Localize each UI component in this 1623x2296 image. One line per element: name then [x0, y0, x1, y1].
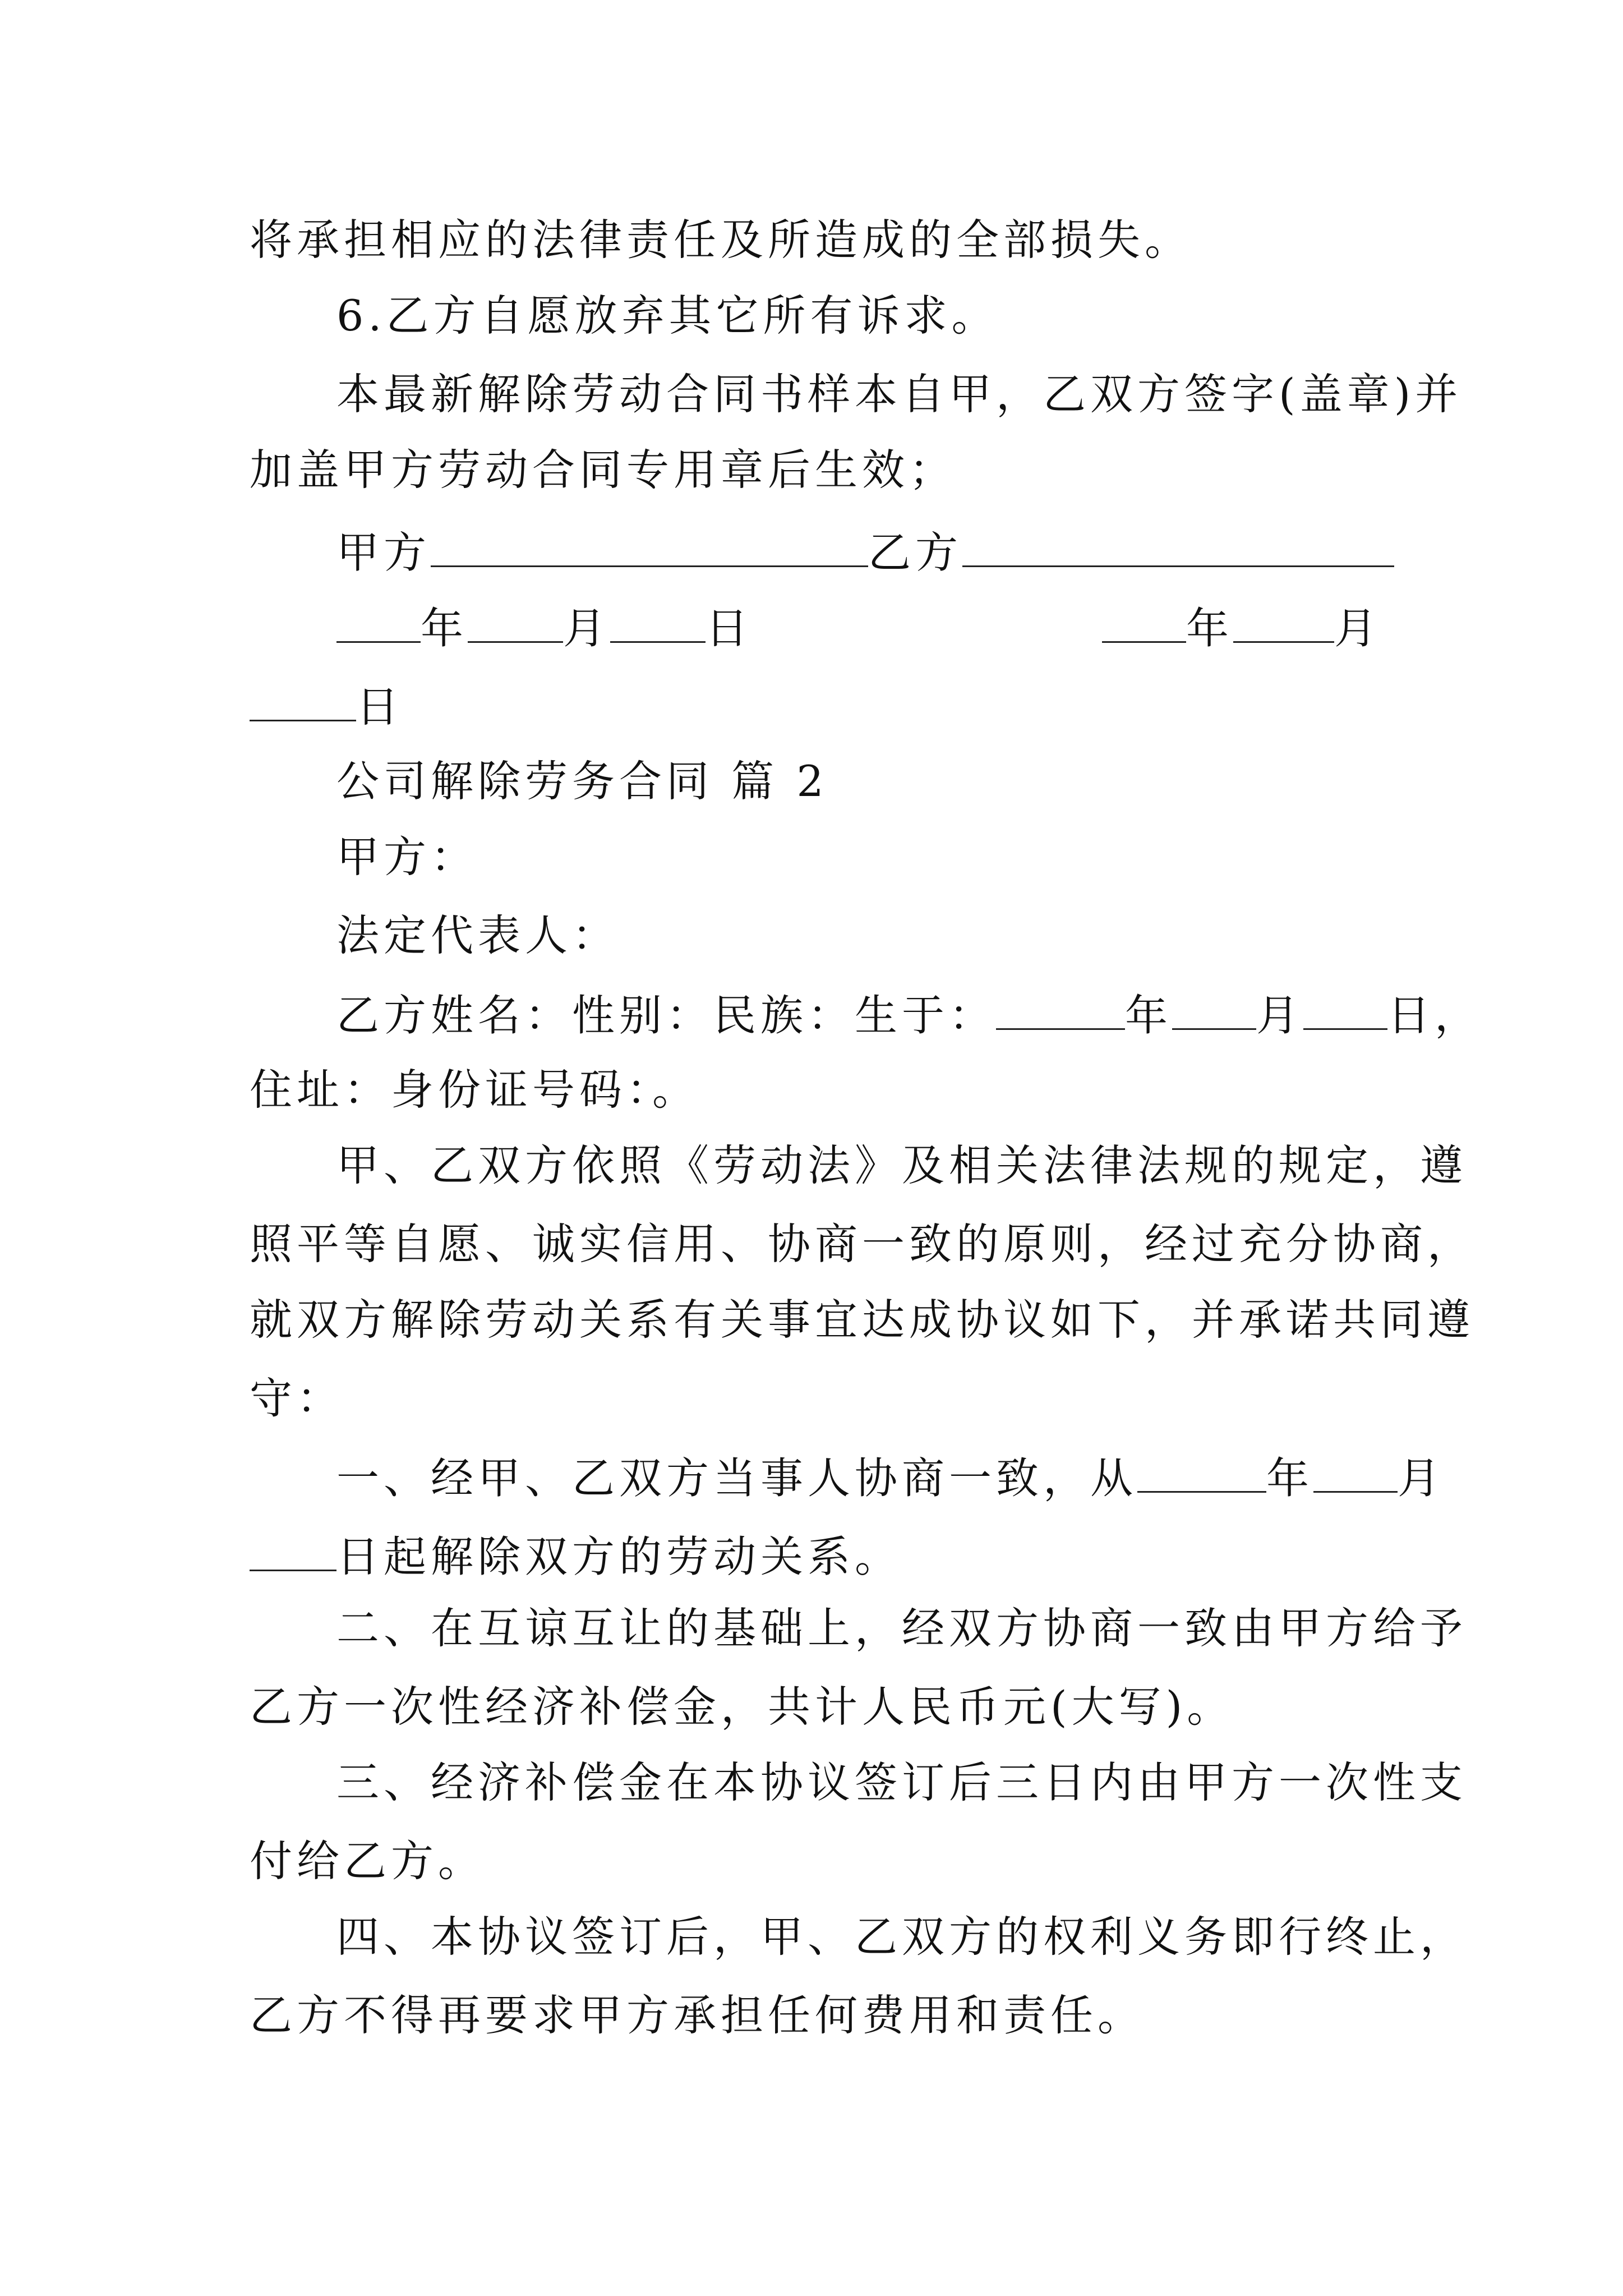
date-blank — [1102, 603, 1186, 643]
date-blank — [610, 603, 706, 643]
month-label: 月 — [1398, 1453, 1445, 1503]
text-line: 甲、乙双方依照《劳动法》及相关法律法规的规定，遵 — [336, 1140, 1467, 1190]
text-line — [336, 1453, 1445, 1503]
text-line: 本最新解除劳动合同书样本自甲，乙双方签字(盖章)并 — [336, 369, 1463, 419]
year-label: 年 — [1186, 603, 1233, 654]
year-label: 年 — [1266, 1453, 1313, 1503]
party-b-info: 乙方姓名：性别：民族：生于： — [336, 990, 996, 1041]
text-line: 乙方不得再要求甲方承担任何费用和责任。 — [250, 1990, 1145, 2040]
text-line: 法定代表人： — [336, 910, 619, 960]
text-line: 四、本协议签订后，甲、乙双方的权利义务即行终止， — [336, 1912, 1467, 1962]
text-line: 乙方一次性经济补偿金，共计人民币元(大写)。 — [250, 1682, 1234, 1732]
date-blank — [1313, 1453, 1398, 1493]
clause-text: 一、经甲、乙双方当事人协商一致，从 — [336, 1453, 1137, 1503]
signature-line — [336, 527, 1394, 578]
day-label: 日 — [356, 682, 403, 732]
signature-blank — [962, 527, 1394, 567]
month-label: 月 — [563, 603, 610, 654]
text-line: 三、经济补偿金在本协议签订后三日内由甲方一次性支 — [336, 1757, 1467, 1807]
text-line: 付给乙方。 — [250, 1836, 485, 1886]
year-label: 年 — [421, 603, 468, 654]
text-line: 加盖甲方劳动合同专用章后生效； — [250, 445, 956, 495]
date-blank — [1233, 603, 1334, 643]
date-blank — [336, 603, 421, 643]
text-line: 二、在互谅互让的基础上，经双方协商一致由甲方给予 — [336, 1603, 1467, 1653]
month-label: 月 — [1256, 990, 1303, 1041]
section-title: 公司解除劳务合同 篇 2 — [336, 756, 828, 806]
date-blank — [468, 603, 563, 643]
date-blank — [1172, 990, 1256, 1030]
date-blank — [996, 990, 1125, 1030]
clause-text: 日起解除双方的劳动关系。 — [336, 1531, 902, 1582]
date-blank — [1137, 1453, 1266, 1493]
date-line — [250, 682, 403, 732]
month-label: 月 — [1334, 603, 1381, 654]
text-line: 将承担相应的法律责任及所造成的全部损失。 — [250, 215, 1192, 265]
text-line: 甲方： — [336, 832, 478, 882]
text-line: 照平等自愿、诚实信用、协商一致的原则，经过充分协商， — [250, 1219, 1474, 1269]
date-line — [336, 603, 753, 654]
date-blank — [250, 682, 356, 721]
party-a-label: 甲方 — [336, 527, 431, 578]
party-b-label: 乙方 — [868, 527, 962, 578]
text-line: 住址：身份证号码：。 — [250, 1065, 699, 1115]
day-label: 日 — [706, 603, 753, 654]
date-blank — [250, 1531, 336, 1571]
date-blank — [1303, 990, 1387, 1030]
date-line — [1102, 603, 1381, 654]
text-line — [336, 990, 1482, 1041]
day-label: 日， — [1387, 990, 1482, 1041]
text-line: 6.乙方自愿放弃其它所有诉求。 — [336, 291, 999, 341]
signature-blank — [431, 527, 868, 567]
text-line: 就双方解除劳动关系有关事宜达成协议如下，并承诺共同遵 — [250, 1295, 1474, 1345]
text-line — [250, 1531, 902, 1582]
year-label: 年 — [1125, 990, 1172, 1041]
text-line: 守： — [250, 1373, 344, 1423]
